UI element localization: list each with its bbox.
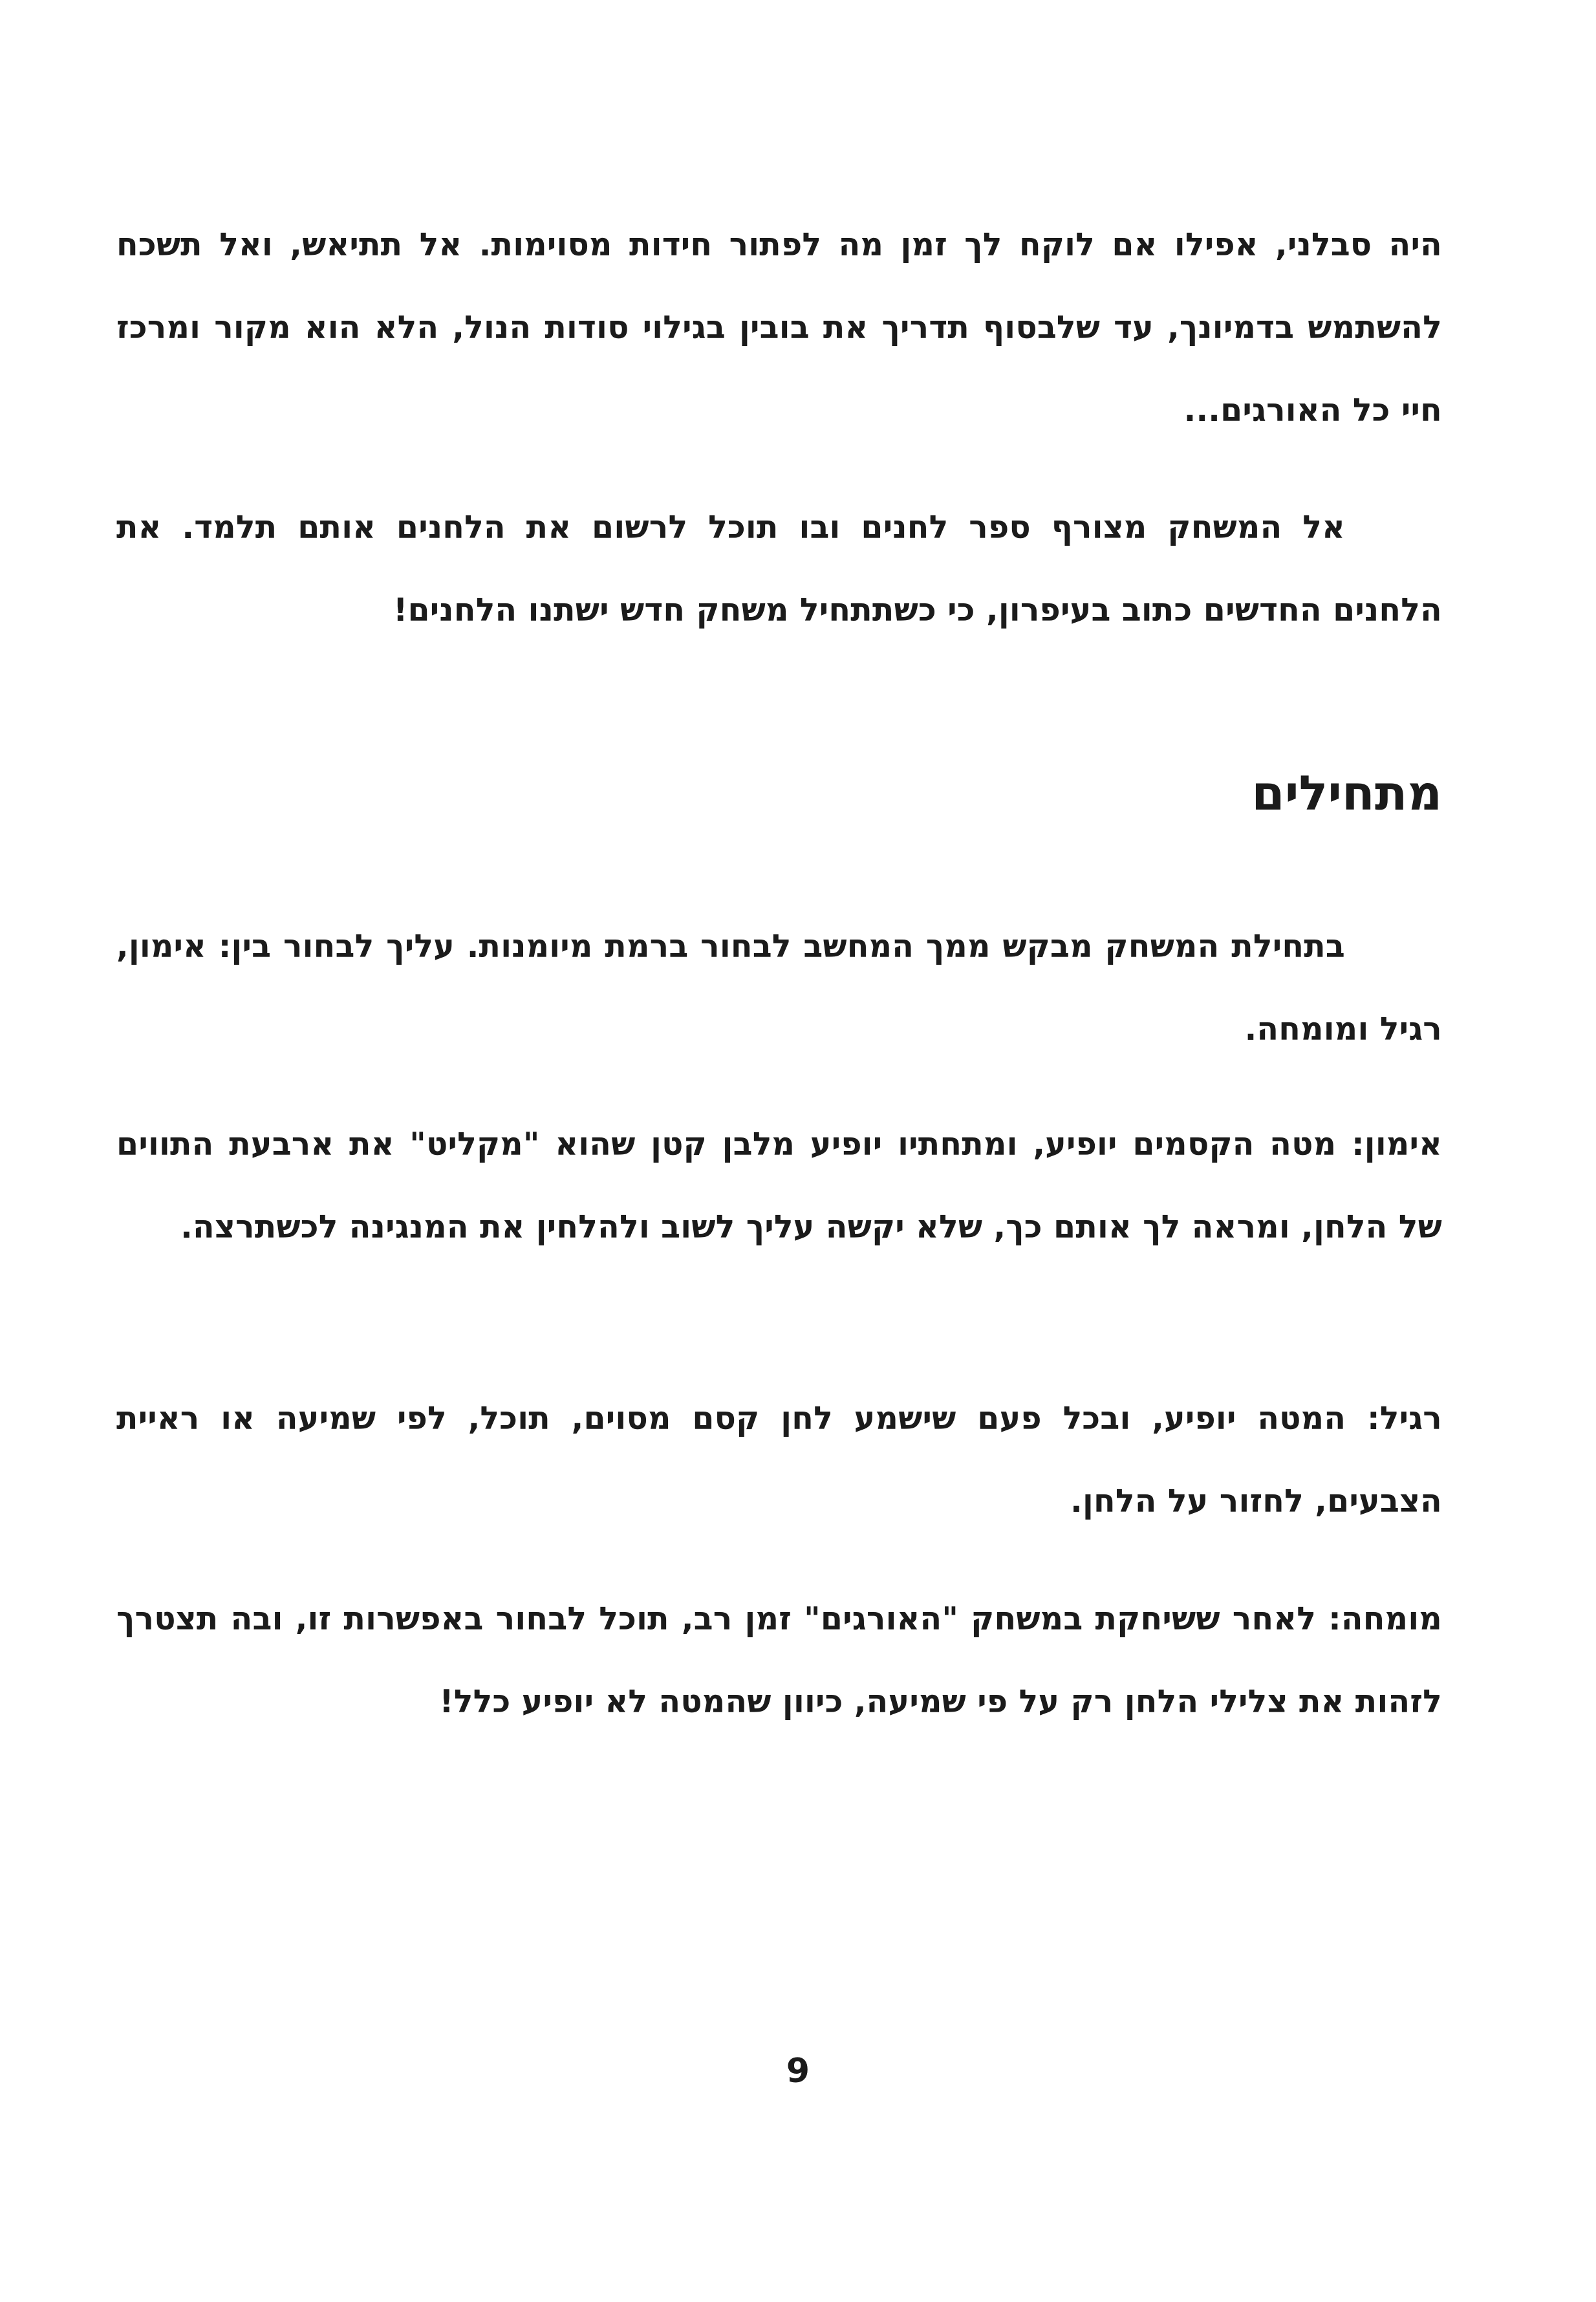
- level-expert-label: מומחה:: [1328, 1600, 1442, 1637]
- paragraph-melody-book-text-after: , כי כשתתחיל משחק חדש ישתנו הלחנים!: [393, 592, 998, 629]
- paragraph-melody-book-bold: כתוב בעיפרון: [998, 592, 1192, 629]
- level-expert-text: לאחר ששיחקת במשחק "האורגים" זמן רב, תוכל לבחור באפשרות זו, ובה תצטרך לזהות את צלילי הלחן רק על פי שמיעה, כיוון שהמטה לא יופיע כלל!: [116, 1600, 1442, 1720]
- level-regular-description: [116, 1377, 1442, 1543]
- paragraph-patience-text: היה סבלני, אפילו אם לוקח לך זמן מה לפתור חידות מסוימות. אל תתיאש, ואל תשכח להשתמש בדמיונך, עד שלבסוף תדריך את בובין בגילוי סודות הנול, הלא הוא מקור ומרכז חיי כל האורגים...: [116, 226, 1442, 429]
- paragraph-melody-book: [116, 486, 1442, 652]
- paragraph-melody-book-text-before: אל המשחק מצורף ספר לחנים ובו תוכל לרשום את הלחנים אותם תלמד. את הלחנים החדשים: [116, 509, 1442, 629]
- level-training-text: מטה הקסמים יופיע, ומתחתיו יופיע מלבן קטן שהוא "מקליט" את ארבעת התווים של הלחן, ומראה לך אותם כך, שלא יקשה עליך לשוב ולהלחין את המנגינה לכשתרצה.: [116, 1126, 1442, 1245]
- section-heading: מתחילים: [1251, 766, 1442, 821]
- paragraph-skill-level-text: בתחילת המשחק מבקש ממך המחשב לבחור ברמת מיומנות. עליך לבחור בין: אימון, רגיל ומומחה.: [116, 928, 1442, 1048]
- level-regular-text: המטה יופיע, ובכל פעם שישמע לחן קסם מסוים, תוכל, לפי שמיעה או ראיית הצבעים, לחזור על הלחן.: [116, 1400, 1442, 1520]
- page-number: 9: [786, 2052, 810, 2091]
- level-training-label: אימון:: [1352, 1126, 1442, 1163]
- paragraph-patience: [116, 204, 1442, 452]
- level-regular-label: רגיל:: [1366, 1400, 1442, 1437]
- paragraph-skill-level: [116, 905, 1442, 1071]
- level-expert-description: [116, 1578, 1442, 1743]
- level-training-description: [116, 1103, 1442, 1269]
